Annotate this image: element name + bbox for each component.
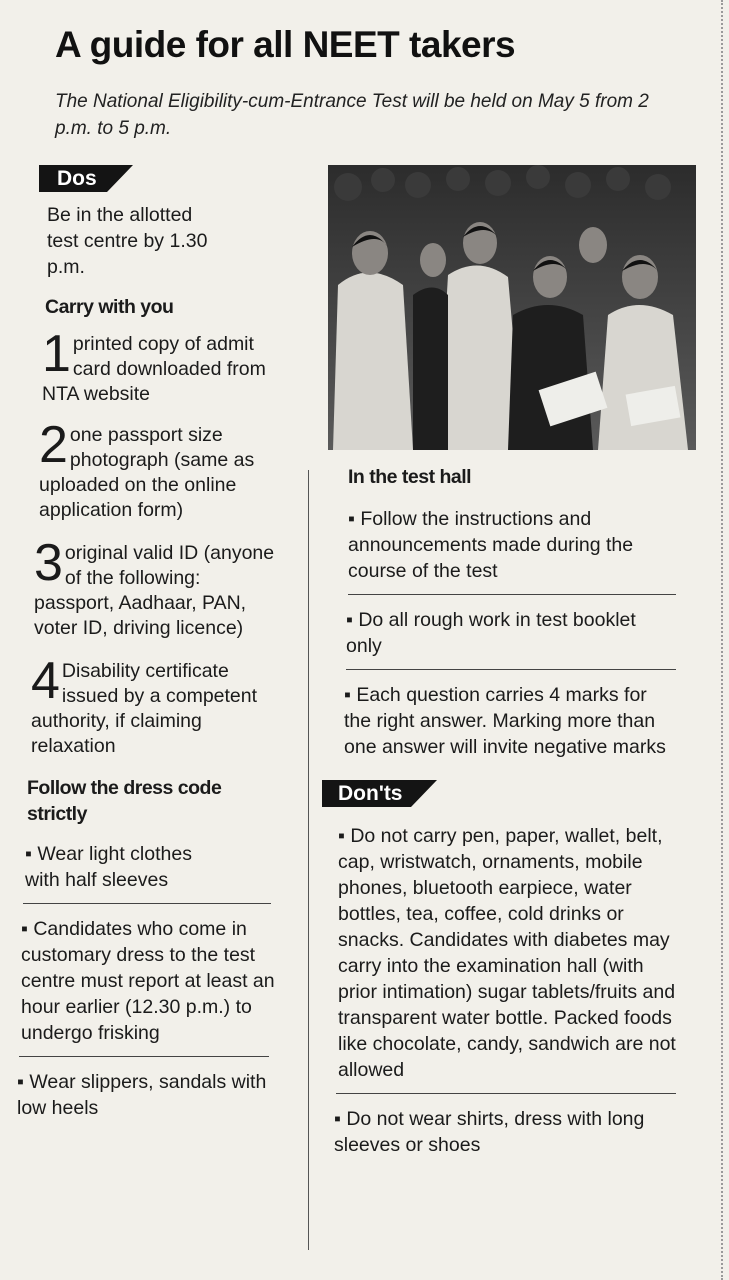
carry-item-1-text: printed copy of admit card downloaded from NTA website — [42, 333, 266, 405]
students-photo — [328, 165, 696, 450]
carry-item-3-text: original valid ID (anyone of the following: passport, Aadhaar, PAN, voter ID, driving licence) — [34, 542, 275, 639]
test-hall-divider-1 — [348, 594, 676, 595]
carry-heading: Carry with you — [45, 296, 174, 318]
subhead: The National Eligibility-cum-Entrance Test will be held on May 5 from 2 p.m. to 5 p.m. — [55, 91, 649, 139]
headline: A guide for all NEET takers — [55, 24, 516, 65]
carry-item-2-text: one passport size photograph (same as uploaded on the online application form) — [39, 424, 255, 521]
number-4: 4 — [31, 652, 60, 710]
number-2: 2 — [39, 416, 68, 474]
page-edge — [721, 0, 723, 1280]
donts-header — [322, 780, 680, 807]
donts-item-1: ▪ Do not carry pen, paper, wallet, belt, cap, wristwatch, ornaments, mobile phones, bluetooth earpiece, water bottles, tea, coffee, cold drinks or snacks. Candidates with diabetes may carry into the examination hall (with prior intimation) sugar tablets/fruits and transparent water bottle. Packed foods like chocolate, candy, sandwich are not allowed — [338, 825, 676, 1081]
dress-item-3: ▪ Wear slippers, sandals with low heels — [17, 1071, 267, 1119]
carry-item-1 — [42, 325, 282, 407]
dress-item-1: ▪ Wear light clothes with half sleeves — [25, 843, 192, 891]
dress-item-2: ▪ Candidates who come in customary dress to the test centre must report at least an hour earlier (12.30 p.m.) to undergo frisking — [21, 918, 275, 1044]
donts-divider-1 — [336, 1093, 676, 1094]
crowd-image — [328, 165, 696, 450]
donts-tag: Don'ts — [322, 780, 411, 807]
number-1: 1 — [42, 325, 71, 383]
carry-item-2 — [39, 416, 284, 523]
dress-divider-2 — [19, 1056, 269, 1057]
dos-column — [17, 165, 279, 1121]
carry-item-4-text: Disability certificate issued by a competent authority, if claiming relaxation — [31, 660, 258, 757]
test-hall-item-3: ▪ Each question carries 4 marks for the right answer. Marking more than one answer will invite negative marks — [344, 684, 666, 758]
right-column — [328, 165, 680, 1158]
dos-header — [31, 165, 279, 192]
test-hall-divider-2 — [346, 669, 676, 670]
dress-heading: Follow the dress code strictly — [27, 777, 222, 825]
dress-divider-1 — [23, 903, 271, 904]
test-hall-item-1: ▪ Follow the instructions and announcements made during the course of the test — [348, 508, 634, 582]
carry-item-4 — [31, 652, 281, 759]
carry-item-3 — [34, 534, 284, 641]
column-divider — [308, 470, 309, 1250]
donts-item-2: ▪ Do not wear shirts, dress with long sleeves or shoes — [334, 1108, 645, 1156]
dos-tag: Dos — [39, 165, 107, 192]
number-3: 3 — [34, 534, 63, 592]
test-hall-heading: In the test hall — [348, 466, 472, 488]
dos-intro: Be in the allotted test centre by 1.30 p.m. — [47, 204, 208, 278]
test-hall-item-2: ▪ Do all rough work in test booklet only — [346, 609, 636, 657]
